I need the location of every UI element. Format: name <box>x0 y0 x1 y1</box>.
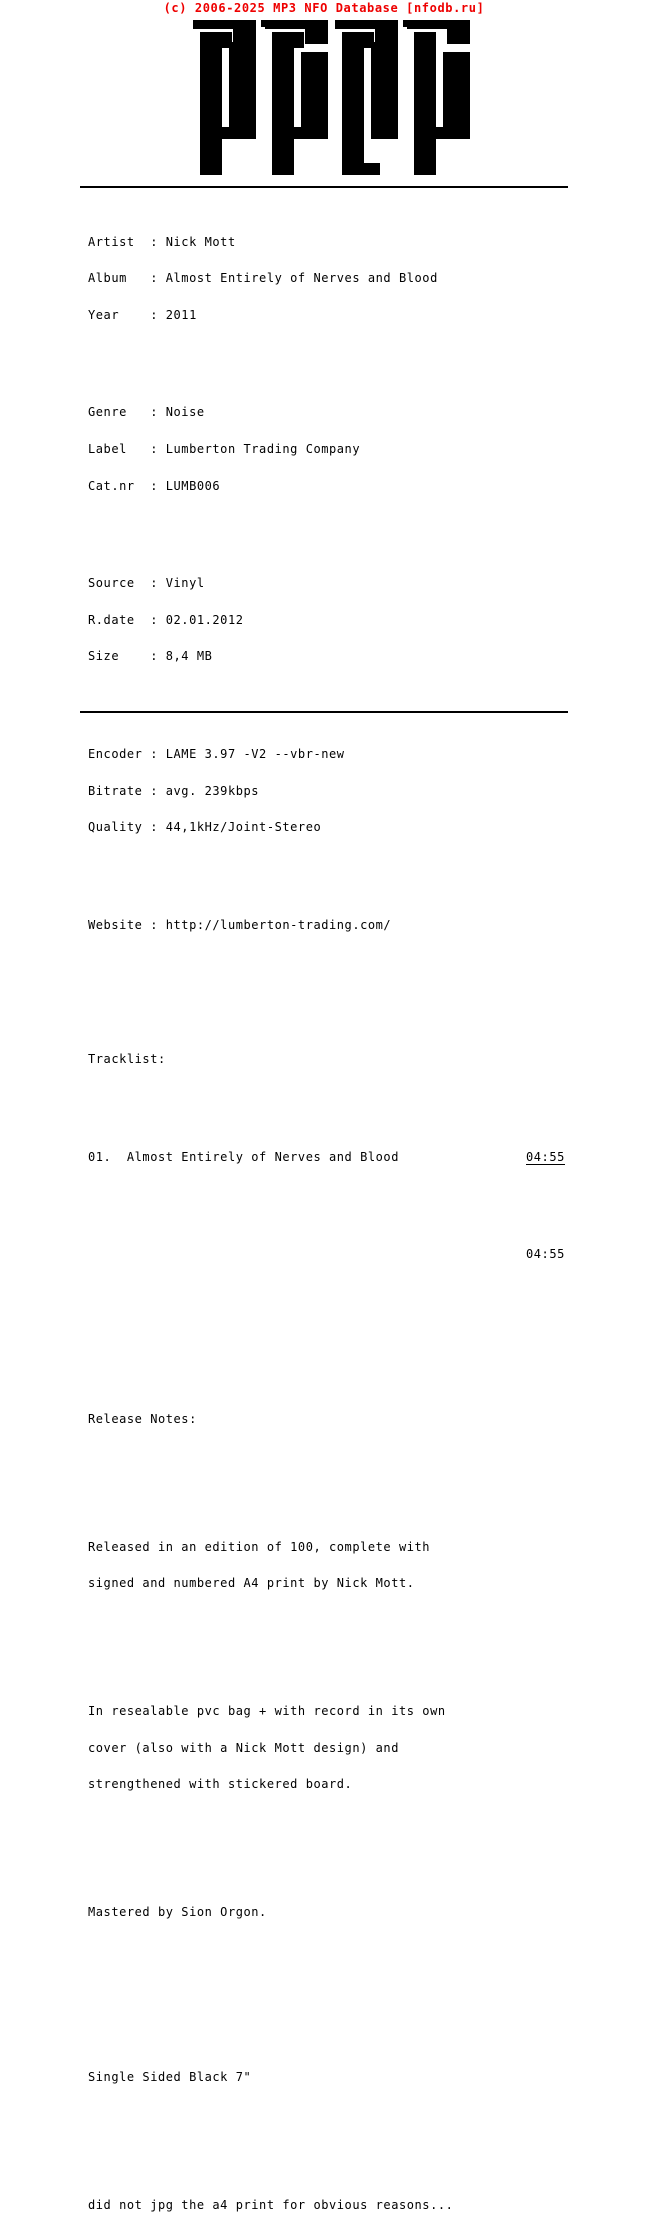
nfo-content <box>88 199 628 2236</box>
spacer <box>88 1297 628 1309</box>
logo-block <box>200 32 222 175</box>
spacer <box>88 968 628 980</box>
ascii-art-logo <box>185 20 485 180</box>
field-quality: Quality : 44,1kHz/Joint-Stereo <box>88 820 322 835</box>
release-note-line: In resealable pvc bag + with record in its own <box>88 1704 446 1719</box>
spacer <box>88 1827 628 1839</box>
spacer <box>88 528 628 540</box>
spacer <box>88 1199 628 1211</box>
spacer <box>88 358 628 370</box>
release-notes-heading: Release Notes: <box>88 1411 197 1426</box>
spacer <box>88 2120 628 2132</box>
logo-banner <box>0 20 648 180</box>
logo-block <box>294 32 304 48</box>
release-note-line: Mastered by Sion Orgon. <box>88 1905 267 1920</box>
field-rdate: R.date : 02.01.2012 <box>88 612 244 627</box>
logo-block <box>229 42 256 139</box>
logo-block <box>371 42 398 139</box>
tracklist-total-duration: 04:55 <box>526 1247 565 1262</box>
spacer <box>88 1004 628 1016</box>
release-note-line: strengthened with stickered board. <box>88 1777 353 1792</box>
track-duration: 04:55 <box>526 1149 565 1164</box>
spacer <box>88 1102 628 1114</box>
field-genre: Genre : Noise <box>88 405 205 420</box>
spacer <box>88 2028 628 2034</box>
logo-block <box>301 52 328 139</box>
spacer <box>88 870 628 882</box>
logo-block <box>305 20 328 44</box>
spacer <box>88 2156 628 2162</box>
field-bitrate: Bitrate : avg. 239kbps <box>88 783 260 798</box>
field-source: Source : Vinyl <box>88 576 205 591</box>
logo-block <box>447 20 470 44</box>
spacer <box>88 1992 628 2004</box>
field-artist: Artist : Nick Mott <box>88 234 236 249</box>
spacer <box>88 1462 628 1474</box>
divider-bottom <box>80 711 568 713</box>
logo-block <box>436 127 446 139</box>
divider-top <box>80 186 568 188</box>
spacer <box>88 699 628 711</box>
release-note-line: Single Sided Black 7" <box>88 2070 252 2085</box>
logo-block <box>294 127 304 139</box>
logo-block <box>414 32 436 175</box>
spacer <box>88 1663 628 1669</box>
spacer <box>88 1370 628 1376</box>
track-row <box>88 1151 628 1163</box>
tracklist-heading: Tracklist: <box>88 1051 166 1066</box>
nfodb-copyright-header: (c) 2006-2025 MP3 NFO Database [nfodb.ru] <box>163 1 485 15</box>
field-website[interactable]: Website : http://lumberton-trading.com/ <box>88 917 392 932</box>
spacer <box>88 1955 628 1967</box>
track-title-line: 01. Almost Entirely of Nerves and Blood <box>88 1149 399 1164</box>
field-label: Label : Lumberton Trading Company <box>88 441 361 456</box>
field-year: Year : 2011 <box>88 307 197 322</box>
logo-block <box>222 127 232 139</box>
logo-block <box>342 32 364 175</box>
field-encoder: Encoder : LAME 3.97 -V2 --vbr-new <box>88 746 345 761</box>
logo-block <box>272 32 294 175</box>
spacer <box>88 1498 628 1504</box>
tracklist-total-row <box>88 1248 628 1260</box>
field-album: Album : Almost Entirely of Nerves and Blood <box>88 271 438 286</box>
release-note-line: Released in an edition of 100, complete with <box>88 1539 431 1554</box>
spacer <box>88 1626 628 1638</box>
release-note-line: did not jpg the a4 print for obvious reasons... <box>88 2198 454 2213</box>
release-note-line: cover (also with a Nick Mott design) and <box>88 1740 399 1755</box>
logo-block <box>443 52 470 139</box>
logo-block <box>364 163 380 175</box>
spacer <box>88 1864 628 1870</box>
field-size: Size : 8,4 MB <box>88 649 213 664</box>
field-catnr: Cat.nr : LUMB006 <box>88 478 221 493</box>
release-note-line: signed and numbered A4 print by Nick Mott. <box>88 1576 415 1591</box>
spacer <box>88 1334 628 1346</box>
